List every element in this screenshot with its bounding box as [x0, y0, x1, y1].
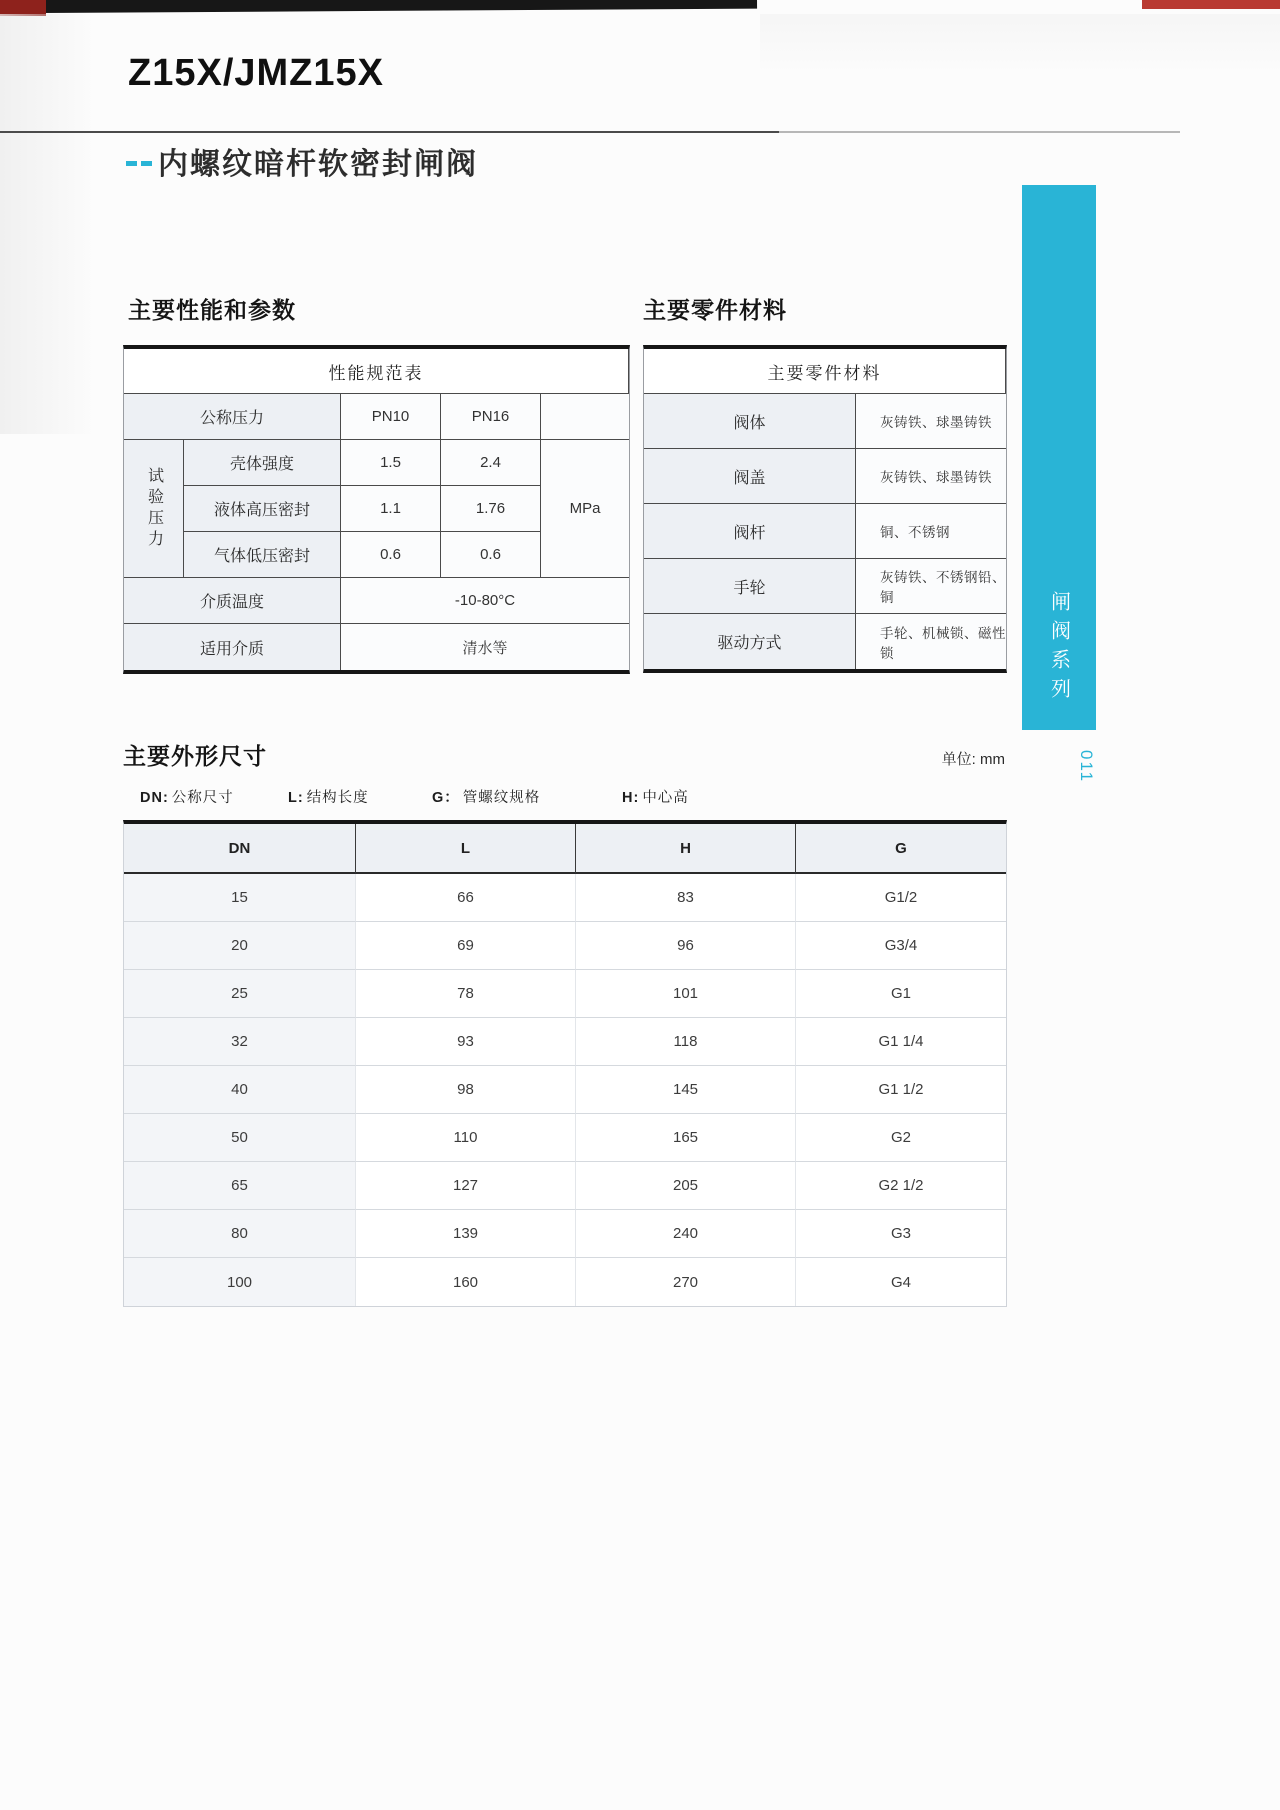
dim-cell: 25 — [124, 970, 356, 1018]
dim-cell: 80 — [124, 1210, 356, 1258]
page-title: Z15X/JMZ15X — [128, 52, 384, 94]
dim-cell: 20 — [124, 922, 356, 970]
medium-label: 适用介质 — [124, 624, 341, 670]
dim-cell: 66 — [356, 874, 576, 922]
materials-table-caption: 主要零件材料 — [644, 349, 1006, 394]
performance-table — [123, 345, 630, 674]
legend-dn-desc: 公称尺寸 — [171, 790, 234, 806]
test-pressure-label: 试验压力 — [124, 440, 184, 578]
dim-cell: 205 — [576, 1162, 796, 1210]
dim-cell: 40 — [124, 1066, 356, 1114]
legend-h-key: H: — [622, 790, 640, 806]
pn10-header: PN10 — [341, 394, 441, 440]
dim-cell: G3 — [796, 1210, 1006, 1258]
legend-l-key: L: — [288, 790, 304, 806]
part-stem-material: 铜、不锈钢 — [856, 504, 1006, 559]
medium-value: 清水等 — [341, 624, 629, 670]
scan-shading-top — [760, 14, 1280, 74]
dim-cell: 96 — [576, 922, 796, 970]
legend-dn — [140, 786, 234, 807]
nominal-pressure-label: 公称压力 — [124, 394, 341, 440]
dim-cell: 15 — [124, 874, 356, 922]
dim-cell: 270 — [576, 1258, 796, 1306]
dim-cell: G1 1/4 — [796, 1018, 1006, 1066]
dim-cell: 165 — [576, 1114, 796, 1162]
performance-table-caption: 性能规范表 — [124, 349, 629, 394]
scan-shading-left — [0, 14, 95, 434]
part-body-material: 灰铸铁、球墨铸铁 — [856, 394, 1006, 449]
unit-note: 单位: mm — [941, 751, 1005, 768]
shell-strength-pn16: 2.4 — [441, 440, 541, 486]
dim-cell: 65 — [124, 1162, 356, 1210]
dim-col-dn: DN — [124, 824, 356, 874]
liquid-seal-pn10: 1.1 — [341, 486, 441, 532]
part-stem-label: 阀杆 — [644, 504, 856, 559]
dim-cell: 160 — [356, 1258, 576, 1306]
dim-cell: G2 1/2 — [796, 1162, 1006, 1210]
subtitle-row — [126, 139, 478, 183]
dim-cell: G4 — [796, 1258, 1006, 1306]
page-number: 011 — [1077, 750, 1096, 784]
part-bonnet-label: 阀盖 — [644, 449, 856, 504]
part-handwheel-material: 灰铸铁、不锈钢铅、铜 — [856, 559, 1006, 614]
liquid-seal-pn16: 1.76 — [441, 486, 541, 532]
dim-cell: 240 — [576, 1210, 796, 1258]
part-drive-label: 驱动方式 — [644, 614, 856, 669]
dim-cell: 100 — [124, 1258, 356, 1306]
liquid-seal-label: 液体高压密封 — [184, 486, 341, 532]
dim-cell: 93 — [356, 1018, 576, 1066]
dim-cell: 83 — [576, 874, 796, 922]
legend-h-desc: 中心高 — [642, 790, 689, 806]
dim-cell: 127 — [356, 1162, 576, 1210]
dim-cell: G3/4 — [796, 922, 1006, 970]
scan-artifact-top-bar — [42, 0, 757, 13]
legend-g-desc: 管螺纹规格 — [462, 790, 541, 806]
legend-g — [432, 786, 540, 807]
gas-seal-pn16: 0.6 — [441, 532, 541, 578]
shell-strength-pn10: 1.5 — [341, 440, 441, 486]
double-dash-icon — [126, 161, 152, 166]
dim-cell: 118 — [576, 1018, 796, 1066]
dim-cell: 32 — [124, 1018, 356, 1066]
page-subtitle: 内螺纹暗杆软密封闸阀 — [158, 148, 478, 181]
dim-cell: G1/2 — [796, 874, 1006, 922]
legend-l — [288, 786, 369, 807]
pn16-header: PN16 — [441, 394, 541, 440]
dim-cell: 139 — [356, 1210, 576, 1258]
materials-heading: 主要零件材料 — [643, 297, 787, 323]
dim-cell: 69 — [356, 922, 576, 970]
gas-seal-label: 气体低压密封 — [184, 532, 341, 578]
dim-col-g: G — [796, 824, 1006, 874]
medium-temp-value: -10-80°C — [341, 578, 629, 624]
dim-col-l: L — [356, 824, 576, 874]
dim-cell: G2 — [796, 1114, 1006, 1162]
dim-cell: G1 — [796, 970, 1006, 1018]
dim-cell: G1 1/2 — [796, 1066, 1006, 1114]
legend-l-desc: 结构长度 — [306, 790, 369, 806]
dim-cell: 98 — [356, 1066, 576, 1114]
scan-artifact-red-right — [1142, 0, 1280, 9]
empty-cell — [541, 394, 629, 440]
pressure-unit: MPa — [541, 440, 629, 578]
legend-h — [622, 786, 689, 807]
dim-cell: 78 — [356, 970, 576, 1018]
gas-seal-pn10: 0.6 — [341, 532, 441, 578]
dim-col-h: H — [576, 824, 796, 874]
dimensions-table — [123, 820, 1007, 1307]
dim-cell: 50 — [124, 1114, 356, 1162]
dim-cell: 110 — [356, 1114, 576, 1162]
dim-cell: 145 — [576, 1066, 796, 1114]
part-drive-material: 手轮、机械锁、磁性锁 — [856, 614, 1006, 669]
dimensions-heading: 主要外形尺寸 — [123, 743, 267, 769]
legend-g-key: G： — [432, 790, 460, 806]
series-side-tab — [1022, 185, 1096, 730]
legend-dn-key: DN: — [140, 790, 169, 806]
medium-temp-label: 介质温度 — [124, 578, 341, 624]
shell-strength-label: 壳体强度 — [184, 440, 341, 486]
part-handwheel-label: 手轮 — [644, 559, 856, 614]
materials-table — [643, 345, 1007, 673]
series-label: 闸阀系列 — [1047, 591, 1070, 707]
performance-heading: 主要性能和参数 — [128, 297, 296, 323]
dim-cell: 101 — [576, 970, 796, 1018]
part-body-label: 阀体 — [644, 394, 856, 449]
title-divider — [0, 131, 1180, 133]
part-bonnet-material: 灰铸铁、球墨铸铁 — [856, 449, 1006, 504]
